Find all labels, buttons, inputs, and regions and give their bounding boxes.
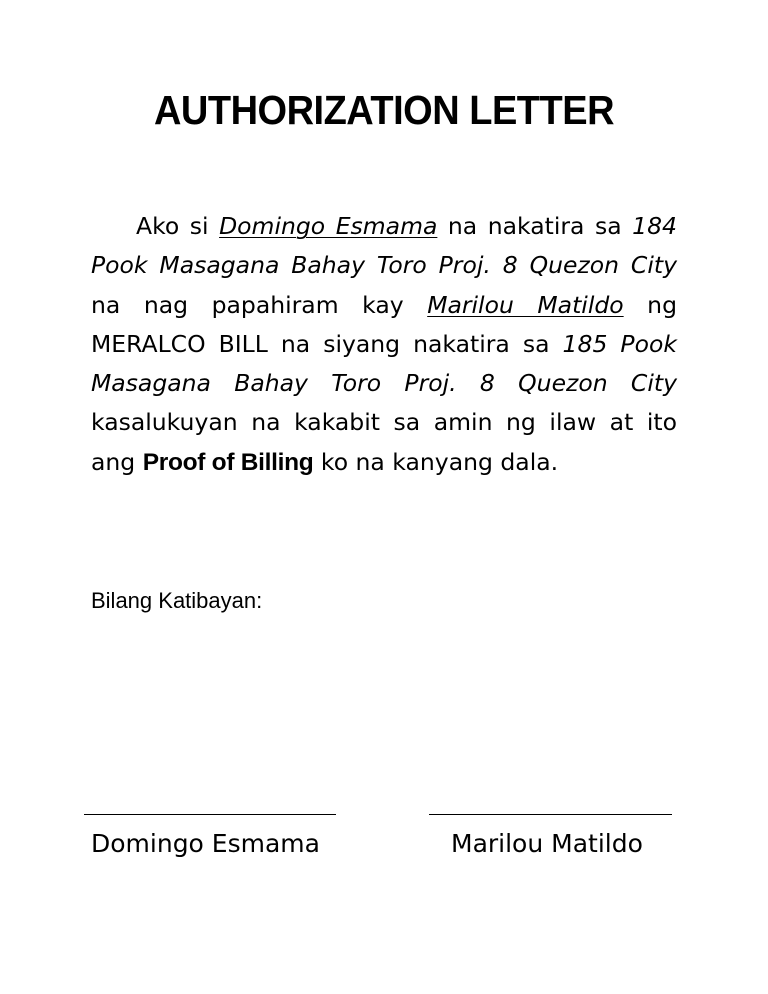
body-text-segment: ko na kanyang dala. (313, 447, 559, 476)
body-text-segment: na nag papahiram kay (91, 290, 428, 319)
grantor-address: 184 Pook Masagana Bahay Toro Proj. 8 Quezon City (91, 212, 678, 280)
witness-label: Bilang Katibayan: (91, 588, 263, 613)
signatory-name-left: Domingo Esmama (91, 829, 320, 858)
signature-line-left (84, 814, 336, 815)
body-text-segment: kasalukuyan na kakabit sa amin ng ilaw at ito ang (91, 408, 677, 476)
grantee-name: Marilou Matildo (427, 290, 624, 319)
letter-body (91, 207, 677, 482)
grantor-name: Domingo Esmama (219, 212, 438, 240)
body-text-segment: Ako si (136, 212, 220, 240)
signature-line-right (429, 814, 672, 815)
body-text-segment: na nakatira sa (437, 212, 633, 240)
document-title: AUTHORIZATION LETTER (153, 88, 615, 134)
proof-of-billing-emphasis: Proof of Billing (142, 448, 314, 476)
grantee-address: 185 Pook Masagana Bahay Toro Proj. 8 Quezon City (91, 329, 677, 398)
body-text-segment: ng MERALCO BILL na siyang nakatira sa (91, 290, 677, 358)
signatory-name-right: Marilou Matildo (451, 829, 643, 858)
